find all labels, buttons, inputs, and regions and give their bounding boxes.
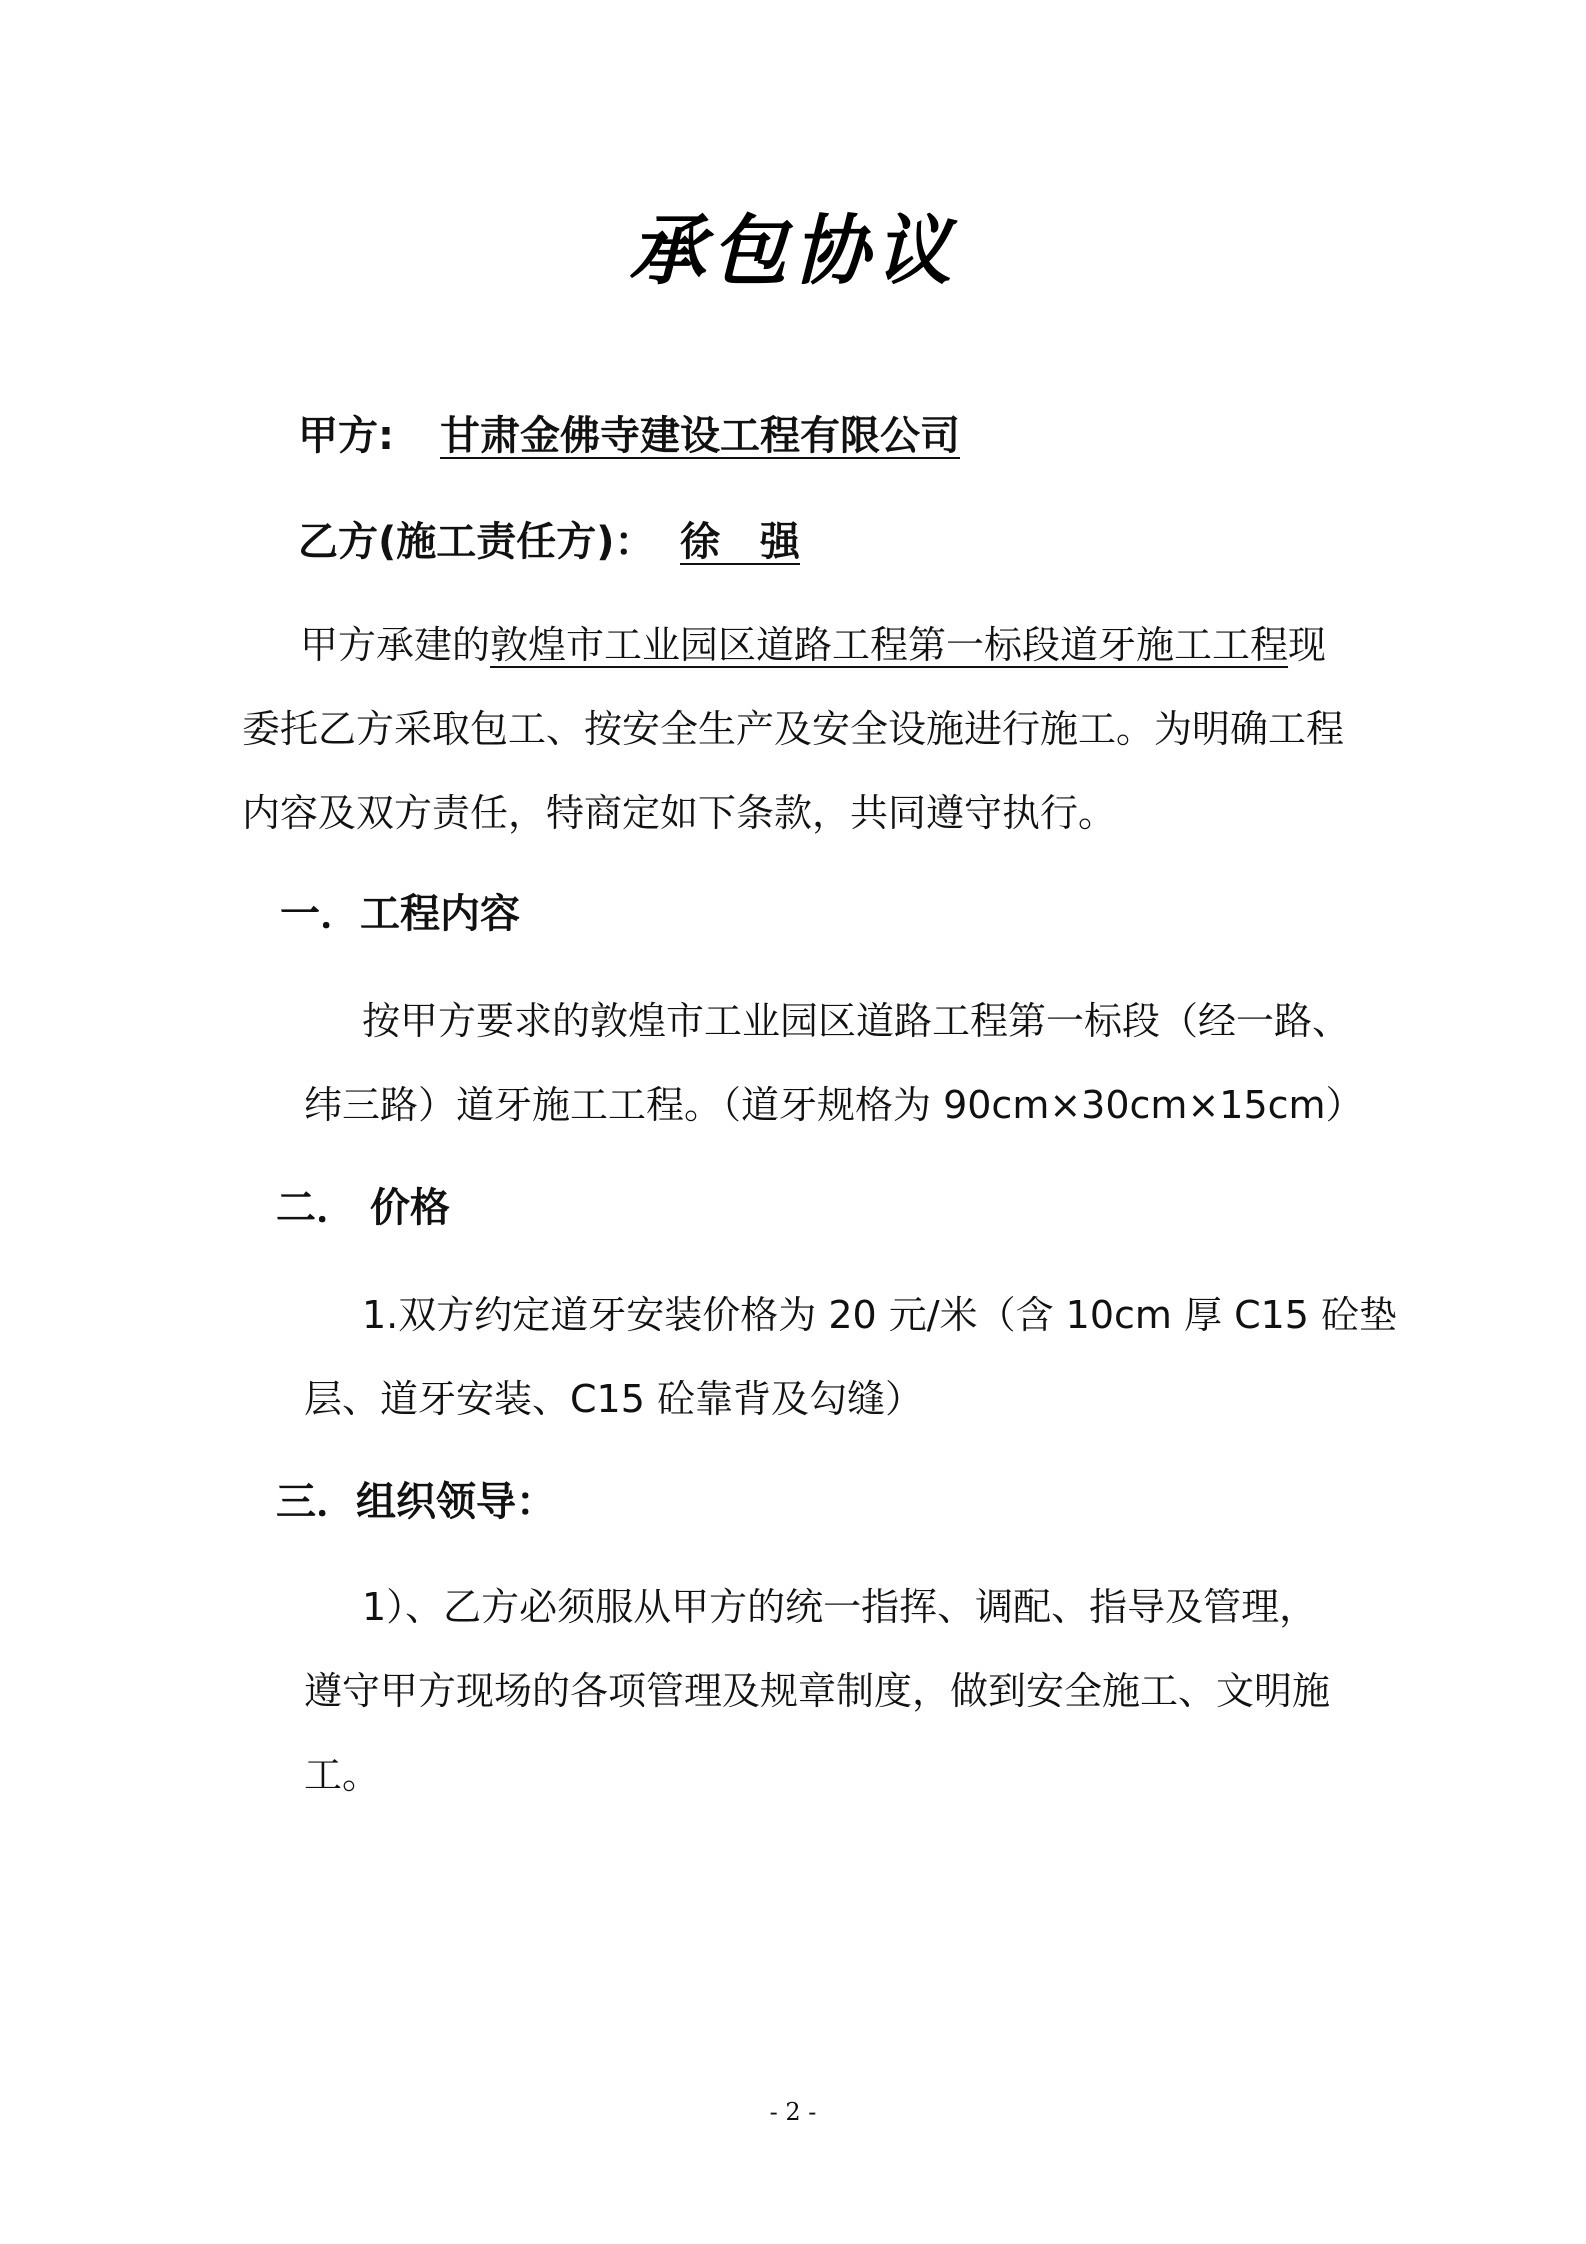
section-1-heading: 一．工程内容 <box>280 891 520 937</box>
party-a-label: 甲方: <box>298 413 394 459</box>
intro-project-name: 敦煌市工业园区道路工程第一标段道牙施工工程 <box>490 623 1289 667</box>
party-b-value: 徐 强 <box>680 519 800 565</box>
section-3-line-3: 工。 <box>304 1753 381 1797</box>
intro-prefix: 甲方承建的 <box>300 623 491 667</box>
section-3-heading: 三．组织领导： <box>276 1479 556 1525</box>
intro-paragraph <box>300 614 1326 669</box>
intro-line-3: 内容及双方责任，特商定如下条款，共同遵守执行。 <box>242 791 1117 835</box>
section-1-line-2: 纬三路）道牙施工工程。（道牙规格为 90cm×30cm×15cm） <box>304 1083 1364 1127</box>
party-a-value: 甘肃金佛寺建设工程有限公司 <box>440 413 960 459</box>
section-1-line-1: 按甲方要求的敦煌市工业园区道路工程第一标段（经一路、 <box>362 999 1351 1043</box>
section-2-heading: 二． 价格 <box>276 1185 450 1231</box>
intro-suffix: 现 <box>1288 623 1327 667</box>
section-2-line-1: 1.双方约定道牙安装价格为 20 元/米（含 10cm 厚 C15 砼垫 <box>362 1293 1398 1337</box>
intro-line-2: 委托乙方采取包工、按安全生产及安全设施进行施工。为明确工程 <box>242 707 1345 751</box>
section-3-line-2: 遵守甲方现场的各项管理及规章制度，做到安全施工、文明施 <box>304 1669 1331 1713</box>
document-title: 承包协议 <box>629 206 957 295</box>
party-b-label: 乙方(施工责任方)： <box>298 519 655 565</box>
page-number: - 2 - <box>769 2098 817 2126</box>
section-3-line-1: 1）、乙方必须服从甲方的统一指挥、调配、指导及管理， <box>362 1585 1318 1629</box>
section-2-line-2: 层、道牙安装、C15 砼靠背及勾缝） <box>304 1377 923 1421</box>
